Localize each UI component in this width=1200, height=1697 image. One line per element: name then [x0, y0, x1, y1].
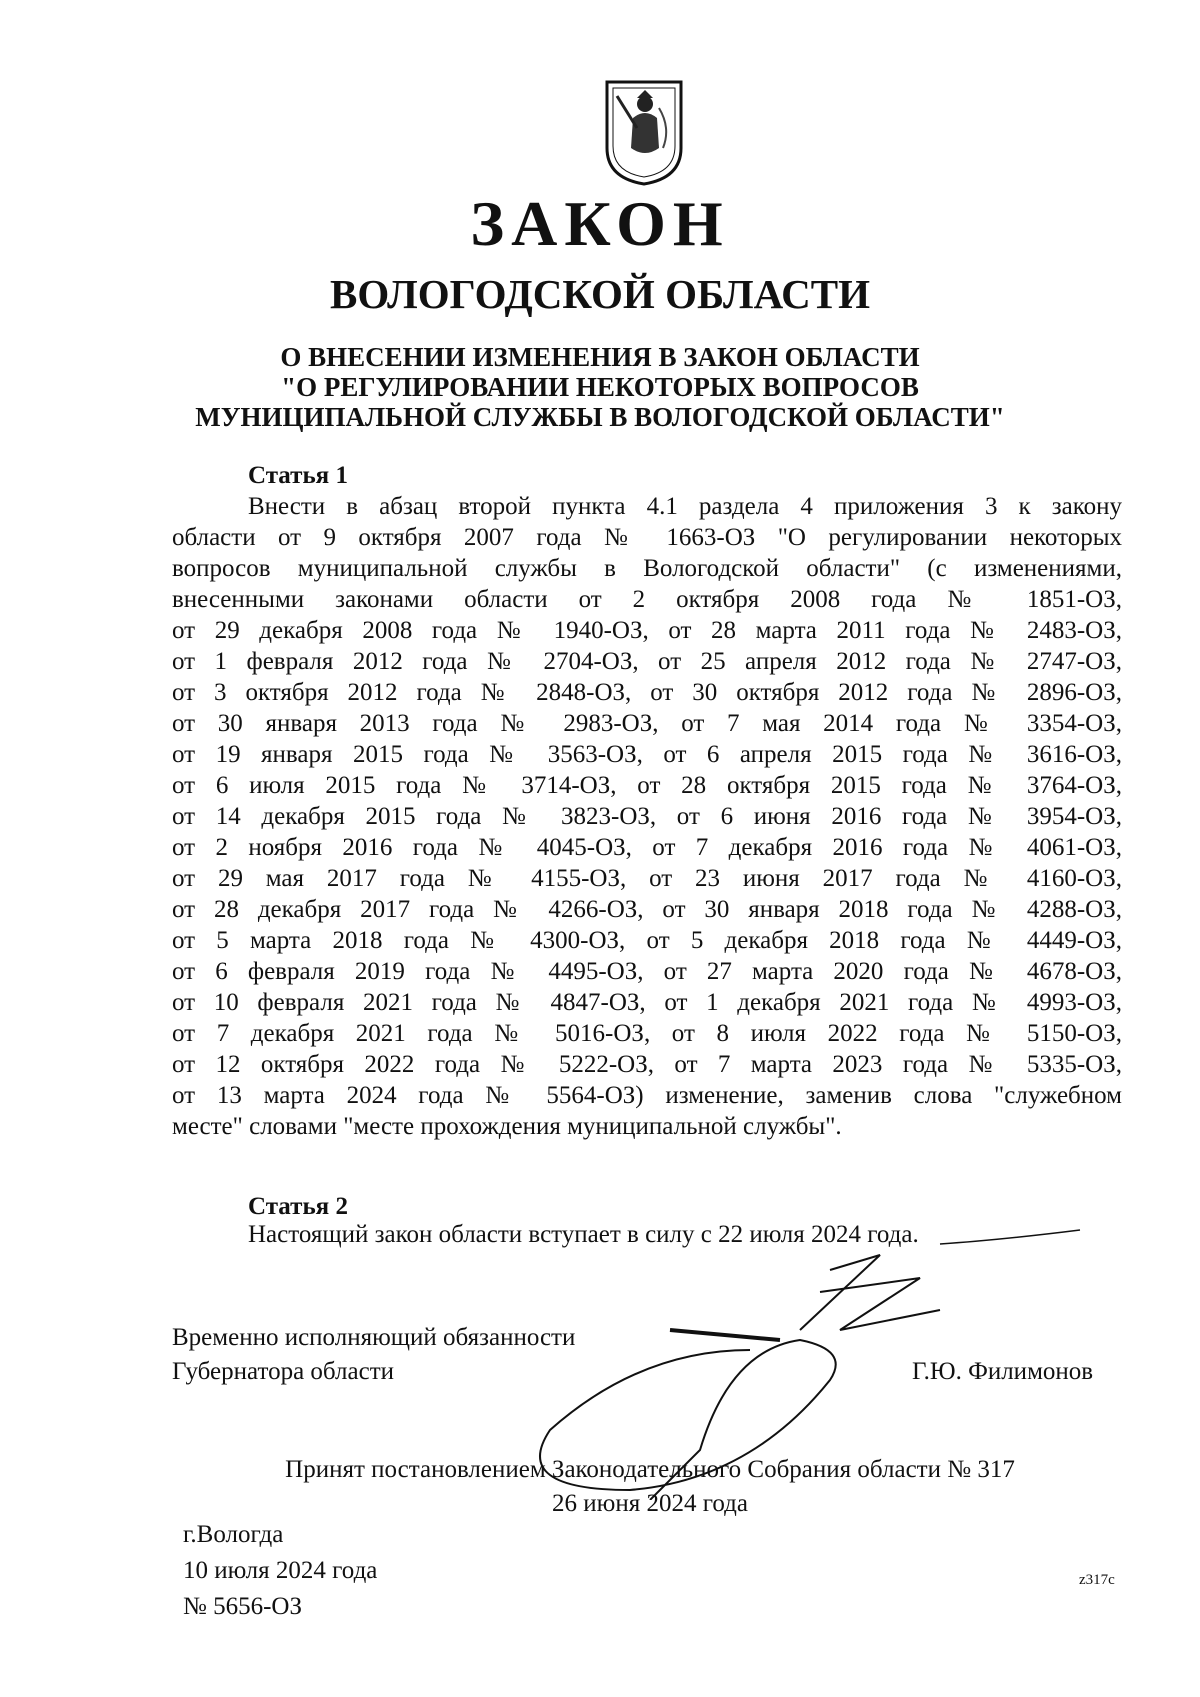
article-1-line: от 10 февраля 2021 года № 4847-ОЗ, от 1 декабря 2021 года № 4993-ОЗ,	[172, 989, 1122, 1016]
document-code: z317c	[1079, 1572, 1115, 1588]
article-1-line: от 7 декабря 2021 года № 5016-ОЗ, от 8 июля 2022 года № 5150-ОЗ,	[172, 1020, 1122, 1047]
article-1-line: от 6 февраля 2019 года № 4495-ОЗ, от 27 марта 2020 года № 4678-ОЗ,	[172, 958, 1122, 985]
article-1-line: от 29 мая 2017 года № 4155-ОЗ, от 23 июня 2017 года № 4160-ОЗ,	[172, 865, 1122, 892]
article-1-line: от 1 февраля 2012 года № 2704-ОЗ, от 25 апреля 2012 года № 2747-ОЗ,	[172, 648, 1122, 675]
adoption-date: 26 июня 2024 года	[552, 1490, 748, 1517]
article-1-line: от 6 июля 2015 года № 3714-ОЗ, от 28 октября 2015 года № 3764-ОЗ,	[172, 772, 1122, 799]
signatory-name: Г.Ю. Филимонов	[912, 1358, 1094, 1385]
article-1-line: от 2 ноября 2016 года № 4045-ОЗ, от 7 декабря 2016 года № 4061-ОЗ,	[172, 834, 1122, 861]
article-1-line: от 13 марта 2024 года № 5564-ОЗ) изменение, заменив слова "служебном	[172, 1082, 1122, 1109]
law-title-line: МУНИЦИПАЛЬНОЙ СЛУЖБЫ В ВОЛОГОДСКОЙ ОБЛАСТИ"	[195, 402, 1005, 432]
article-1-line: от 30 января 2013 года № 2983-ОЗ, от 7 мая 2014 года № 3354-ОЗ,	[172, 710, 1122, 737]
adoption-info	[0, 1453, 1200, 1521]
article-2-heading: Статья 2	[248, 1193, 348, 1220]
article-1-line: области от 9 октября 2007 года № 1663-ОЗ "О регулировании некоторых	[172, 524, 1122, 551]
article-1-line: от 19 января 2015 года № 3563-ОЗ, от 6 апреля 2015 года № 3616-ОЗ,	[172, 741, 1122, 768]
article-1-line: месте" словами "месте прохождения муниципальной службы".	[172, 1113, 842, 1140]
signing-date: 10 июля 2024 года	[183, 1557, 378, 1584]
article-1-line: от 28 декабря 2017 года № 4266-ОЗ, от 30 января 2018 года № 4288-ОЗ,	[172, 896, 1122, 923]
document-type-title: ЗАКОН	[470, 188, 730, 259]
article-1-line: внесенными законами области от 2 октября 2008 года № 1851-ОЗ,	[172, 586, 1122, 613]
law-title-line: О ВНЕСЕНИИ ИЗМЕНЕНИЯ В ЗАКОН ОБЛАСТИ	[280, 342, 920, 372]
article-2-text: Настоящий закон области вступает в силу с 22 июля 2024 года.	[248, 1221, 919, 1248]
article-1-line: Внести в абзац второй пункта 4.1 раздела 4 приложения 3 к закону	[248, 493, 1122, 520]
city: г.Вологда	[183, 1521, 284, 1548]
article-1-heading: Статья 1	[248, 462, 348, 489]
law-number: № 5656-ОЗ	[183, 1593, 303, 1620]
signatory-position-line: Временно исполняющий обязанности	[172, 1324, 576, 1351]
law-title-line: "О РЕГУЛИРОВАНИИ НЕКОТОРЫХ ВОПРОСОВ	[281, 372, 919, 402]
law-title	[0, 342, 1200, 432]
coat-of-arms-emblem	[603, 78, 685, 188]
article-1-line: вопросов муниципальной службы в Вологодской области" (с изменениями,	[172, 555, 1122, 582]
signatory-position-line: Губернатора области	[172, 1358, 394, 1385]
region-title: ВОЛОГОДСКОЙ ОБЛАСТИ	[329, 271, 871, 317]
article-1-line: от 5 марта 2018 года № 4300-ОЗ, от 5 декабря 2018 года № 4449-ОЗ,	[172, 927, 1122, 954]
article-1-line: от 3 октября 2012 года № 2848-ОЗ, от 30 октября 2012 года № 2896-ОЗ,	[172, 679, 1122, 706]
article-1-line: от 29 декабря 2008 года № 1940-ОЗ, от 28 марта 2011 года № 2483-ОЗ,	[172, 617, 1122, 644]
place-and-date	[183, 1517, 377, 1625]
article-1-body	[172, 491, 1122, 1142]
adoption-line: Принят постановлением Законодательного Собрания области № 317	[285, 1456, 1015, 1483]
article-1-line: от 12 октября 2022 года № 5222-ОЗ, от 7 марта 2023 года № 5335-ОЗ,	[172, 1051, 1122, 1078]
article-1-line: от 14 декабря 2015 года № 3823-ОЗ, от 6 июня 2016 года № 3954-ОЗ,	[172, 803, 1122, 830]
